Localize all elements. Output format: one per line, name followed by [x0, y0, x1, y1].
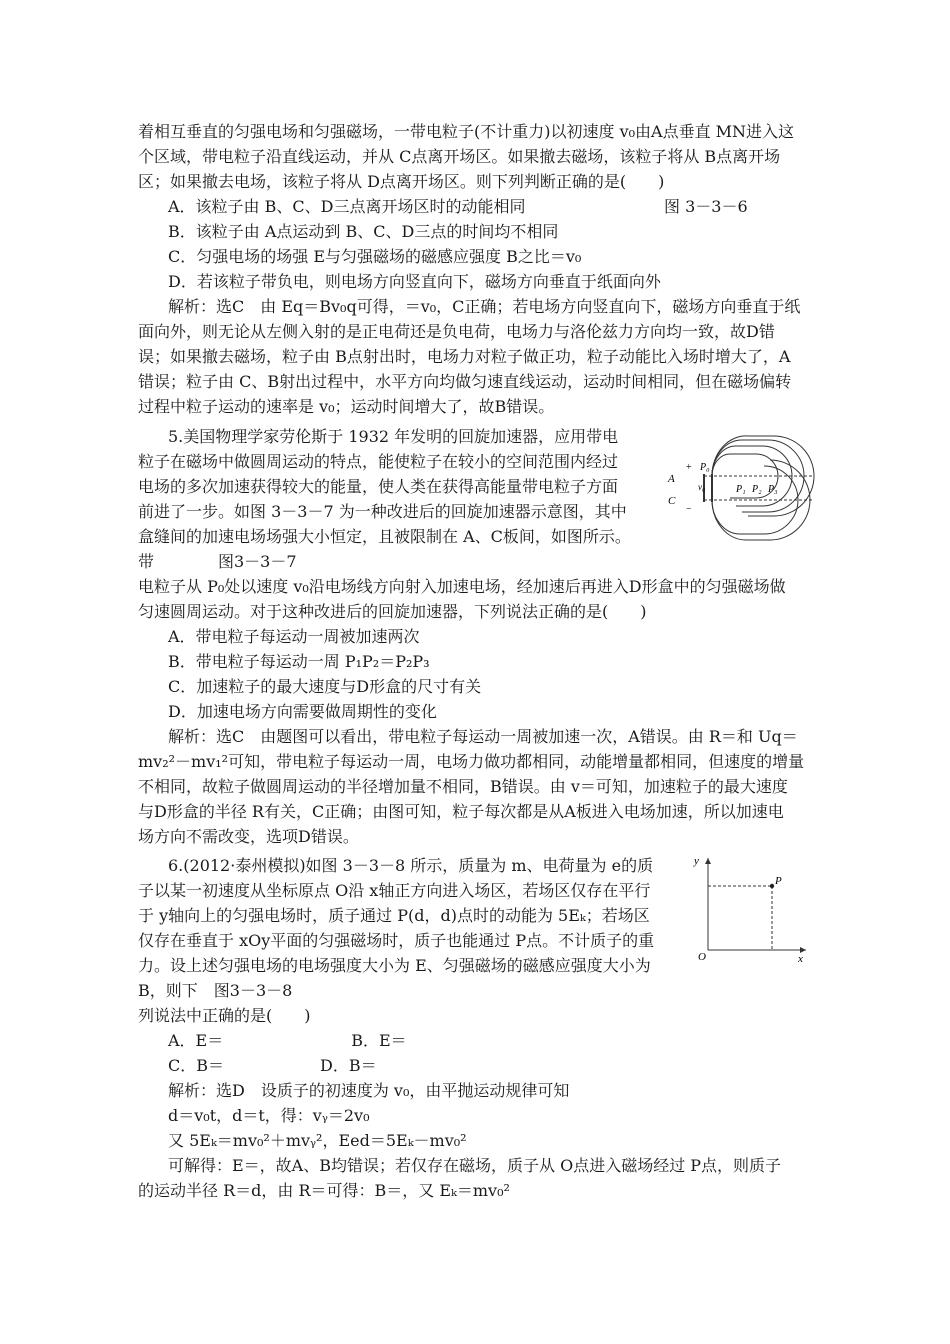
- cyclotron-figure: [664, 430, 816, 548]
- text-line: 着相互垂直的匀强电场和匀强磁场，一带电粒子(不计重力)以初速度 v₀由A点垂直 MN进入这: [138, 122, 795, 141]
- text-line: 列说法中正确的是( ): [138, 1006, 311, 1025]
- label-x: x: [798, 953, 803, 964]
- option-b: B．该粒子由 A点运动到 B、C、D三点的时间均不相同: [168, 222, 559, 241]
- option-d: D．加速电场方向需要做周期性的变化: [168, 702, 437, 721]
- option-d: D．若该粒子带负电，则电场方向竖直向下，磁场方向垂直于纸面向外: [168, 272, 661, 291]
- option-c: C．匀强电场的场强 E与匀强磁场的磁感应强度 B之比＝v₀: [168, 247, 582, 266]
- text-line: 粒子在磁场中做圆周运动的特点，能使粒子在较小的空间范围内经过: [138, 452, 619, 471]
- option-a: A．该粒子由 B、C、D三点离开场区时的动能相同: [168, 197, 526, 216]
- question-5-line: 5.美国物理学家劳伦斯于 1932 年发明的回旋加速器，应用带电: [168, 427, 619, 446]
- options-cd: C．B＝ D．B＝: [168, 1056, 377, 1075]
- text-line: 仅存在垂直于 xOy平面的匀强磁场时，质子也能通过 P点。不计质子的重: [138, 931, 655, 950]
- option-a: A．带电粒子每运动一周被加速两次: [168, 627, 420, 646]
- label-p0: P₀: [700, 462, 710, 473]
- label-plus: +: [686, 462, 692, 473]
- option-c: C．加速粒子的最大速度与D形盒的尺寸有关: [168, 677, 482, 696]
- label-p1: P₁: [736, 484, 746, 495]
- text-line: 电粒子从 P₀处以速度 v₀沿电场线方向射入加速电场，经加速后再进入D形盒中的匀强磁场做: [138, 577, 786, 596]
- option-b: B．带电粒子每运动一周 P₁P₂＝P₂P₃: [168, 652, 430, 671]
- equation-line: 又 5Eₖ＝mv₀²＋mvᵧ²，Eed＝5Eₖ－mv₀²: [168, 1131, 467, 1150]
- label-c: C: [668, 495, 676, 507]
- point-p: [770, 884, 774, 888]
- label-y: y: [694, 855, 699, 867]
- text-line: 盒缝间的加速电场场强大小恒定，且被限制在 A、C板间，如图所示。: [138, 527, 631, 546]
- label-p: P: [775, 875, 782, 887]
- text-line: 不相同，故粒子做圆周运动的半径增加量不相同，B错误。由 v＝可知，加速粒子的最大速度: [138, 777, 788, 796]
- solution-line: 解析：选C 由 Eq＝Bv₀q可得，＝v₀，C正确；若电场方向竖直向下，磁场方向垂直于纸: [168, 297, 801, 316]
- label-p2: P₂: [752, 484, 762, 495]
- text-line: 可解得：E＝，故A、B均错误；若仅存在磁场，质子从 O点进入磁场经过 P点，则质子: [168, 1156, 782, 1175]
- text-line: 面向外，则无论从左侧入射的是正电荷还是负电荷，电场力与洛伦兹力方向均一致，故D错: [138, 322, 775, 341]
- text-line: 电场的多次加速获得较大的能量，使人类在获得高能量带电粒子方面: [138, 477, 619, 496]
- text-line: 带 图3－3－7: [138, 552, 297, 571]
- text-line: 过程中粒子运动的速率是 v₀；运动时间增大了，故B错误。: [138, 397, 555, 416]
- text-line: 力。设上述匀强电场的电场强度大小为 E、匀强磁场的磁感应强度大小为: [138, 956, 651, 975]
- figure-caption-3-3-6: 图 3－3－6: [664, 197, 748, 216]
- solution-line: 解析：选D 设质子的初速度为 v₀，由平抛运动规律可知: [168, 1081, 570, 1100]
- text-line: 的运动半径 R＝d，由 R＝可得：B＝，又 Eₖ＝mv₀²: [138, 1181, 510, 1200]
- text-line: 区；如果撤去电场，该粒子将从 D点离开场区。则下列判断正确的是( ): [138, 172, 665, 191]
- text-line: 匀速圆周运动。对于这种改进后的回旋加速器，下列说法正确的是( ): [138, 602, 647, 621]
- text-line: B，则下 图3－3－8: [138, 981, 293, 1000]
- text-line: 前进了一步。如图 3－3－7 为一种改进后的回旋加速器示意图，其中: [138, 502, 627, 521]
- coordinate-figure: [690, 852, 810, 964]
- options-ab: A．E＝ B．E＝: [168, 1031, 407, 1050]
- text-line: 错误；粒子由 C、B射出过程中，水平方向均做匀速直线运动，运动时间相同，但在磁场偏转: [138, 372, 792, 391]
- question-6-line: 6.(2012·泰州模拟)如图 3－3－8 所示，质量为 m、电荷量为 e的质: [168, 856, 654, 875]
- text-line: 于 y轴向上的匀强电场时，质子通过 P(d，d)点时的动能为 5Eₖ；若场区: [138, 906, 650, 925]
- label-p3: P₃: [768, 484, 778, 495]
- text-line: 误；如果撤去磁场，粒子由 B点射出时，电场力对粒子做正功，粒子动能比入场时增大了，A: [138, 347, 791, 366]
- text-line: mv₂²－mv₁²可知，带电粒子每运动一周，电场力做功都相同，动能增量都相同，但速度的增量: [138, 752, 805, 771]
- solution-line: 解析：选C 由题图可以看出，带电粒子每运动一周被加速一次，A错误。由 R＝和 Uq＝: [168, 727, 798, 746]
- text-line: 场方向不需改变，选项D错误。: [138, 827, 359, 846]
- text-line: 与D形盒的半径 R有关，C正确；由图可知，粒子每次都是从A板进入电场加速，所以加速电: [138, 802, 784, 821]
- label-o: O: [698, 951, 706, 963]
- label-a: A: [668, 473, 675, 485]
- text-line: 个区域，带电粒子沿直线运动，并从 C点离开场区。如果撤去磁场，该粒子将从 B点离开场: [138, 147, 781, 166]
- equation-line: d＝v₀t，d＝t，得：vᵧ＝2v₀: [168, 1106, 370, 1125]
- label-v0: v₀: [698, 482, 706, 492]
- label-minus: −: [686, 504, 692, 515]
- text-line: 子以某一初速度从坐标原点 O沿 x轴正方向进入场区，若场区仅存在平行: [138, 881, 651, 900]
